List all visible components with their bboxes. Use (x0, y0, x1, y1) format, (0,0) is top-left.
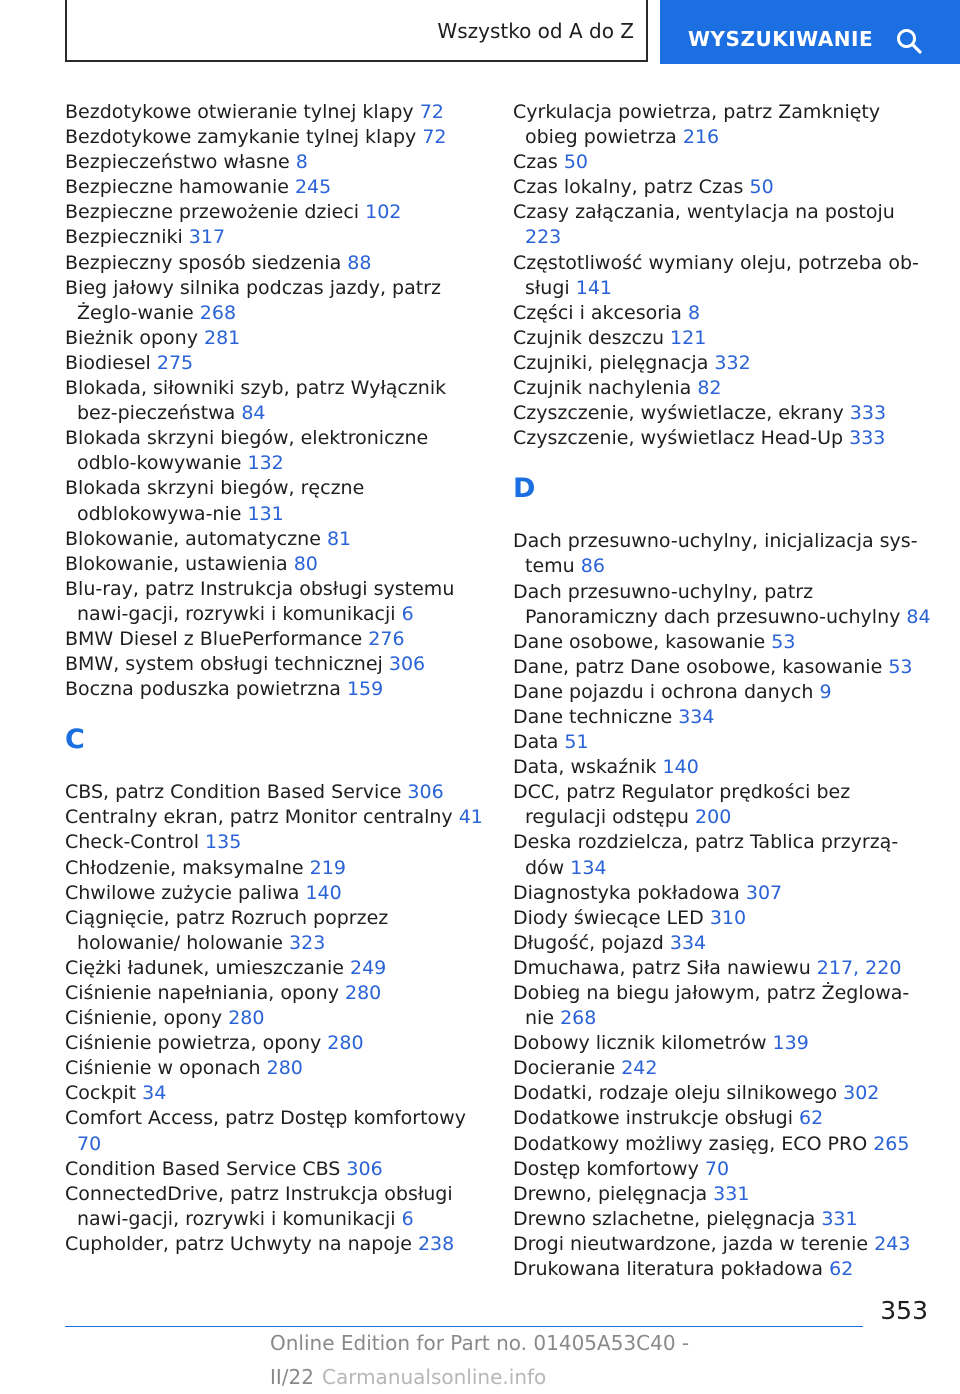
index-entry (513, 200, 933, 250)
page-link[interactable]: 9 (819, 680, 832, 703)
index-term: Condition Based Service CBS (65, 1157, 347, 1180)
index-entry (513, 580, 933, 630)
page-link[interactable]: 62 (829, 1258, 854, 1281)
index-term: Blokowanie, automatyczne (65, 527, 327, 550)
index-term: BMW Diesel z BluePerformance (65, 627, 369, 650)
index-term: Diody świecące LED (513, 906, 710, 929)
index-term: Drukowana literatura pokładowa (513, 1258, 830, 1281)
index-term: Drogi nieutwardzone, jazda w terenie (513, 1232, 875, 1255)
index-entry (65, 150, 485, 175)
page-link[interactable]: 51 (564, 731, 589, 754)
page-link[interactable]: 81 (326, 527, 352, 550)
page-link[interactable]: 53 (771, 630, 796, 653)
index-term: Data, wskaźnik (513, 756, 663, 779)
index-entry (513, 655, 933, 680)
index-entry (65, 677, 485, 702)
tab-a-to-z[interactable]: Wszystko od A do Z (65, 0, 648, 62)
index-term: Chwilowe zużycie paliwa (65, 881, 306, 904)
page-link[interactable]: 317 (188, 226, 226, 249)
index-entry (513, 100, 933, 150)
page-link[interactable]: 8 (295, 151, 308, 174)
index-entry (513, 1232, 933, 1257)
page-link[interactable]: 280 (327, 1032, 364, 1055)
index-entry (513, 1157, 933, 1182)
index-entry (513, 931, 933, 956)
index-term: Dodatkowe instrukcje obsługi (513, 1107, 800, 1130)
page-link[interactable]: 135 (205, 831, 242, 854)
page-link[interactable]: 333 (849, 427, 886, 450)
page-link[interactable]: 6 (401, 1207, 414, 1230)
page-link[interactable]: 280 (266, 1057, 303, 1080)
index-term: Dodatki, rodzaje oleju silnikowego (513, 1082, 844, 1105)
section-letter: D (513, 473, 536, 505)
index-term: Blokada skrzyni biegów, elektroniczne odblo‐kowywanie (65, 427, 429, 475)
index-entry (65, 426, 485, 476)
page-link[interactable]: 72 (422, 126, 447, 149)
index-term: Dach przesuwno-uchylny, patrz Panoramiczny dach przesuwno-uchylny (513, 580, 907, 628)
page-link[interactable]: 302 (843, 1082, 880, 1105)
index-entry (65, 376, 485, 426)
index-entry (65, 276, 485, 326)
index-entry (65, 251, 485, 276)
index-term: Bezpieczniki (65, 226, 189, 249)
page-link[interactable]: 265 (873, 1132, 910, 1155)
page-link[interactable]: 84 (241, 402, 266, 425)
page-link[interactable]: 331 (713, 1182, 750, 1205)
index-column-right (513, 100, 933, 1282)
index-entry (65, 125, 485, 150)
index-entry (65, 1006, 485, 1031)
index-entry (65, 1232, 485, 1257)
page-link[interactable]: 310 (709, 906, 747, 929)
page-link[interactable]: 34 (142, 1082, 167, 1105)
index-entry (513, 1106, 933, 1131)
index-entry (65, 577, 485, 627)
index-term: Dach przesuwno-uchylny, inicjalizacja sys‐temu (513, 530, 918, 578)
index-term: Części i akcesoria (513, 301, 688, 324)
index-entry (65, 856, 485, 881)
tab-search[interactable] (660, 0, 960, 64)
index-entry (513, 1031, 933, 1056)
page-link[interactable]: 132 (247, 452, 284, 475)
index-entry (513, 830, 933, 880)
index-entry (513, 175, 933, 200)
page-link[interactable]: 334 (669, 931, 707, 954)
page-link[interactable]: 333 (849, 402, 887, 425)
index-term: Deska rozdzielcza, patrz Tablica przyrzą‐dów (513, 831, 899, 879)
page-link[interactable]: 140 (662, 756, 699, 779)
page-link[interactable]: 242 (621, 1057, 658, 1080)
index-term: Centralny ekran, patrz Monitor centralny (65, 806, 459, 829)
footer (270, 1326, 960, 1389)
page-link[interactable]: 134 (570, 856, 607, 879)
edition-text: Online Edition for Part no. 01405A53C40 - II/22 (270, 1331, 690, 1389)
index-entry (65, 830, 485, 855)
index-entry (513, 1182, 933, 1207)
index-entry (65, 805, 485, 830)
page-link[interactable]: 281 (203, 326, 241, 349)
index-entry (65, 1081, 485, 1106)
index-entry (513, 1257, 933, 1282)
page-link[interactable]: 50 (563, 151, 589, 174)
index-entry (65, 652, 485, 677)
index-entry (513, 150, 933, 175)
index-term: Dostęp komfortowy (513, 1157, 705, 1180)
index-term: Bezpieczne hamowanie (65, 176, 295, 199)
page-link[interactable]: 332 (714, 351, 751, 374)
section-letter: C (65, 724, 85, 756)
index-entry (65, 1031, 485, 1056)
index-entry (513, 301, 933, 326)
index-entry (513, 780, 933, 830)
index-entry (513, 906, 933, 931)
index-term: Data (513, 731, 565, 754)
watermark: Carmanualsonline.info (321, 1365, 547, 1389)
index-term: Blokowanie, ustawienia (65, 552, 294, 575)
index-term: Dmuchawa, patrz Siła nawiewu (513, 956, 817, 979)
index-entry (65, 780, 485, 805)
index-term: Dane osobowe, kasowanie (513, 630, 772, 653)
index-term: Czasy załączania, wentylacja na postoju (513, 201, 895, 224)
page-link[interactable]: 6 (401, 602, 414, 625)
index-entry (65, 1056, 485, 1081)
index-entry (65, 1106, 485, 1156)
index-entry (65, 552, 485, 577)
page-link[interactable]: 331 (821, 1207, 858, 1230)
index-term: Bezdotykowe zamykanie tylnej klapy (65, 126, 423, 149)
page-link[interactable]: 306 (346, 1157, 383, 1180)
page-link[interactable]: 223 (525, 226, 562, 249)
index-term: ConnectedDrive, patrz Instrukcja obsługi nawi‐gacji, rozrywki i komunikacji (65, 1182, 453, 1230)
index-term: Ciśnienie, opony (65, 1007, 229, 1030)
index-term: DCC, patrz Regulator prędkości bez regulacji odstępu (513, 781, 851, 829)
index-term: Boczna poduszka powietrzna (65, 678, 347, 701)
page-link[interactable]: 88 (347, 251, 372, 274)
index-term: Drewno szlachetne, pielęgnacja (513, 1207, 822, 1230)
page-link[interactable]: 307 (745, 881, 783, 904)
index-entry (65, 200, 485, 225)
index-term: Czujniki, pielęgnacja (513, 351, 715, 374)
page-link[interactable]: 131 (247, 502, 284, 525)
index-term: Docieranie (513, 1057, 622, 1080)
index-term: Dobieg na biegu jałowym, patrz Żeglowa‐nie (513, 982, 910, 1030)
index-entry (513, 376, 933, 401)
index-term: Blokada skrzyni biegów, ręczne odblokowywa‐nie (65, 477, 365, 525)
index-term: Blu-ray, patrz Instrukcja obsługi systemu nawi‐gacji, rozrywki i komunikacji (65, 577, 455, 625)
index-entry (513, 1056, 933, 1081)
page-link[interactable]: 70 (77, 1132, 102, 1155)
index-term: Ciężki ładunek, umieszczanie (65, 956, 350, 979)
index-entry (513, 881, 933, 906)
index-term: Bezpieczne przewożenie dzieci (65, 201, 366, 224)
page-link[interactable]: 102 (365, 201, 402, 224)
index-entry (513, 705, 933, 730)
index-term: Czyszczenie, wyświetlacze, ekrany (513, 402, 850, 425)
index-term: Ciśnienie napełniania, opony (65, 982, 345, 1004)
index-term: Drewno, pielęgnacja (513, 1182, 714, 1205)
page-link[interactable]: 280 (228, 1007, 265, 1030)
index-term: Czujnik deszczu (513, 326, 671, 349)
index-entry (65, 956, 485, 981)
index-entry (513, 251, 933, 301)
index-term: Dobowy licznik kilometrów (513, 1032, 773, 1055)
index-term: Bezdotykowe otwieranie tylnej klapy (65, 101, 420, 123)
page-number: 353 (880, 1296, 928, 1325)
index-term: Bieg jałowy silnika podczas jazdy, patrz Żeglo‐wanie (65, 276, 441, 324)
page-link[interactable]: 86 (580, 555, 605, 578)
index-entry (65, 1157, 485, 1182)
index-term: Dane pojazdu i ochrona danych (513, 680, 820, 703)
index-entry (65, 981, 485, 1006)
page-link[interactable]: 82 (697, 377, 722, 400)
page-link[interactable]: 306 (407, 781, 444, 804)
index-entry (513, 680, 933, 705)
index-term: Czas (513, 151, 564, 174)
index-entry (513, 630, 933, 655)
index-term: Diagnostyka pokładowa (513, 881, 746, 904)
index-term: Bezpieczeństwo własne (65, 151, 296, 174)
header-bar (0, 0, 960, 66)
page-link[interactable]: 280 (344, 982, 382, 1004)
page-link[interactable]: 219 (309, 856, 346, 879)
index-term: Dane, patrz Dane osobowe, kasowanie (513, 655, 889, 678)
page-link[interactable]: 50 (749, 176, 774, 199)
index-entry (65, 881, 485, 906)
index-term: Cyrkulacja powietrza, patrz Zamknięty obieg powietrza (513, 101, 881, 149)
index-term: Dodatkowy możliwy zasięg, ECO PRO (513, 1132, 874, 1155)
page-link[interactable]: 41 (458, 806, 483, 829)
index-entry (513, 1207, 933, 1232)
index-term: Dane techniczne (513, 705, 679, 728)
index-entry (65, 476, 485, 526)
page-link[interactable]: 72 (419, 101, 444, 123)
index-term: Blokada, siłowniki szyb, patrz Wyłącznik bez‐pieczeństwa (65, 377, 447, 425)
index-entry (65, 175, 485, 200)
index-term: Comfort Access, patrz Dostęp komfortowy (65, 1107, 466, 1130)
page-link[interactable]: 238 (417, 1232, 455, 1255)
page-link[interactable]: 141 (575, 276, 612, 299)
page-link[interactable]: 8 (688, 301, 701, 324)
page-link[interactable]: 159 (346, 678, 384, 701)
index-term: Częstotliwość wymiany oleju, potrzeba ob‐sługi (513, 251, 919, 299)
page-link[interactable]: 84 (906, 605, 931, 628)
index-term: Czas lokalny, patrz Czas (513, 176, 750, 199)
page-link[interactable]: 80 (293, 552, 318, 575)
index-term: Ciśnienie powietrza, opony (65, 1032, 328, 1055)
index-entry (513, 426, 933, 451)
index-entry (65, 627, 485, 652)
index-term: Bieżnik opony (65, 326, 204, 349)
page-link[interactable]: 275 (156, 351, 194, 374)
index-entry (513, 730, 933, 755)
index-term: Check-Control (65, 831, 206, 854)
index-entry (513, 401, 933, 426)
page-link[interactable]: 70 (704, 1157, 730, 1180)
index-term: Ciągnięcie, patrz Rozruch poprzez holowanie/ holowanie (65, 906, 389, 954)
page-link[interactable]: 249 (350, 956, 387, 979)
index-entry (65, 225, 485, 250)
index-entry (513, 956, 933, 981)
index-term: Biodiesel (65, 351, 157, 374)
page-link[interactable]: 268 (199, 301, 237, 324)
index-term: Cupholder, patrz Uchwyty na napoje (65, 1232, 418, 1255)
index-term: Chłodzenie, maksymalne (65, 856, 310, 879)
index-entry (513, 351, 933, 376)
index-term: CBS, patrz Condition Based Service (65, 781, 408, 804)
index-entry (65, 100, 485, 125)
page-link[interactable]: 268 (560, 1007, 597, 1030)
index-entry (513, 529, 933, 579)
tab-search-label: WYSZUKIWANIE (688, 27, 874, 51)
index-entry (513, 981, 933, 1031)
page-link[interactable]: 53 (888, 655, 913, 678)
page-link[interactable]: 306 (388, 653, 426, 676)
index-entry (65, 326, 485, 351)
index-entry (513, 755, 933, 780)
index-entry (513, 1132, 933, 1157)
page-link[interactable]: 276 (368, 627, 405, 650)
page-link[interactable]: 140 (305, 881, 342, 904)
index-term: BMW, system obsługi technicznej (65, 653, 389, 676)
index-column-left (65, 100, 485, 1257)
index-entry (65, 906, 485, 956)
index-entry (513, 326, 933, 351)
index-entry (65, 527, 485, 552)
index-term: Bezpieczny sposób siedzenia (65, 251, 348, 274)
page-link[interactable]: 334 (678, 705, 715, 728)
index-term: Długość, pojazd (513, 931, 670, 954)
page-link[interactable]: 121 (670, 326, 707, 349)
index-entry (513, 1081, 933, 1106)
search-icon (896, 28, 922, 54)
page-link[interactable]: 62 (799, 1107, 824, 1130)
index-entry (65, 1182, 485, 1232)
index-term: Ciśnienie w oponach (65, 1057, 267, 1080)
page-link[interactable]: 200 (695, 806, 732, 829)
page-link[interactable]: 139 (772, 1032, 809, 1055)
page-link[interactable]: 323 (289, 931, 326, 954)
page-link[interactable]: 216 (682, 126, 720, 149)
index-term: Cockpit (65, 1082, 143, 1105)
page-link[interactable]: 243 (874, 1232, 911, 1255)
index-term: Czyszczenie, wyświetlacz Head-Up (513, 427, 850, 450)
page-link[interactable]: 245 (294, 176, 332, 199)
page-link[interactable]: 217, 220 (816, 956, 902, 979)
index-term: Czujnik nachylenia (513, 377, 698, 400)
index-entry (65, 351, 485, 376)
